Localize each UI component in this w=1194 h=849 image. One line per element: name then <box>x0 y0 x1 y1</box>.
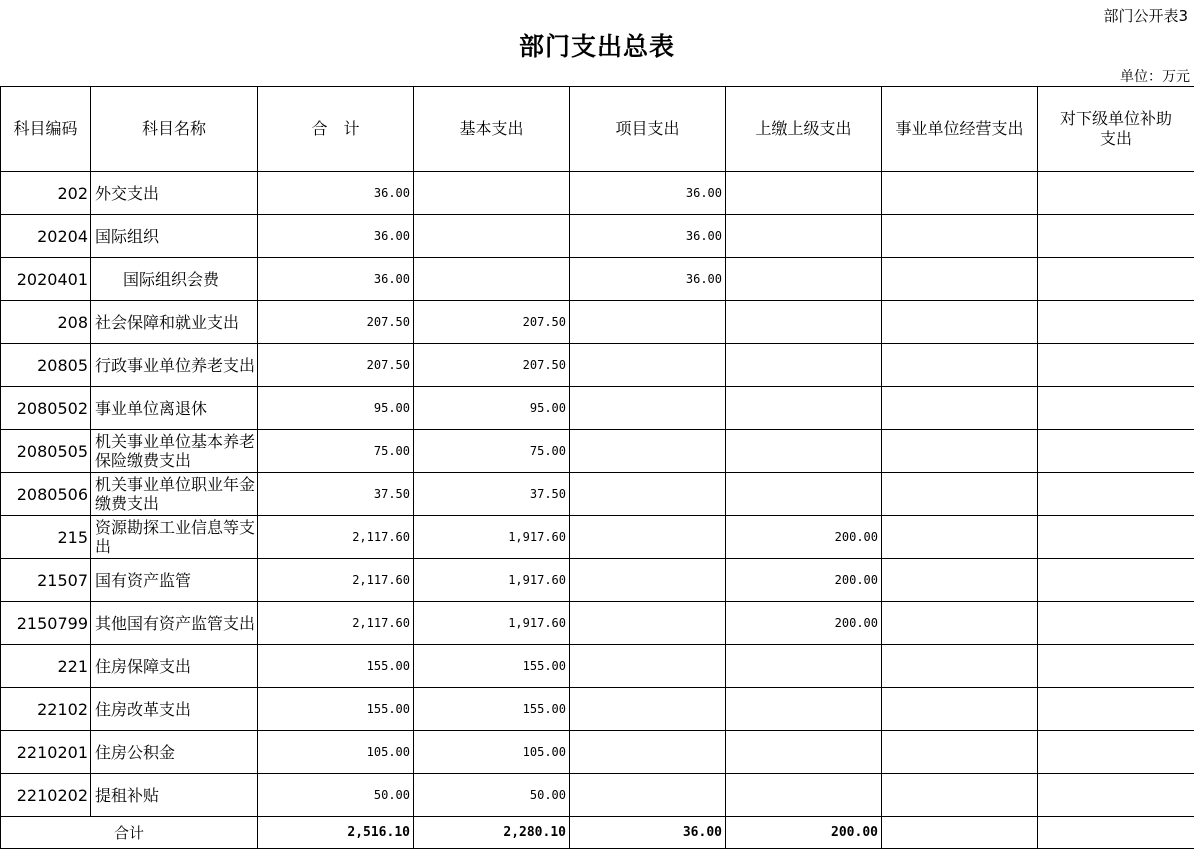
cell-total: 155.00 <box>258 688 414 731</box>
cell-project <box>570 473 726 516</box>
cell-total: 37.50 <box>258 473 414 516</box>
cell-name: 事业单位离退休 <box>91 387 258 430</box>
cell-project <box>570 344 726 387</box>
cell-basic <box>414 215 570 258</box>
cell-project <box>570 688 726 731</box>
cell-remit: 200.00 <box>726 559 882 602</box>
cell-project <box>570 731 726 774</box>
cell-basic: 207.50 <box>414 344 570 387</box>
cell-remit: 200.00 <box>726 602 882 645</box>
header-operating: 事业单位经营支出 <box>882 87 1038 172</box>
cell-operating <box>882 430 1038 473</box>
cell-project: 36.00 <box>570 215 726 258</box>
cell-basic: 155.00 <box>414 645 570 688</box>
cell-code: 2020401 <box>1 258 91 301</box>
cell-basic: 95.00 <box>414 387 570 430</box>
cell-code: 20204 <box>1 215 91 258</box>
page-title: 部门支出总表 <box>518 32 675 61</box>
total-operating <box>882 817 1038 849</box>
cell-code: 2210201 <box>1 731 91 774</box>
cell-total: 36.00 <box>258 215 414 258</box>
cell-total: 207.50 <box>258 344 414 387</box>
cell-remit <box>726 473 882 516</box>
cell-remit <box>726 774 882 817</box>
cell-name: 国际组织会费 <box>91 258 258 301</box>
cell-subsidy <box>1038 731 1194 774</box>
cell-basic: 1,917.60 <box>414 559 570 602</box>
cell-code: 2080502 <box>1 387 91 430</box>
table-row <box>1 688 1194 731</box>
cell-operating <box>882 258 1038 301</box>
cell-remit <box>726 688 882 731</box>
table-header-row <box>1 87 1194 172</box>
header-basic: 基本支出 <box>414 87 570 172</box>
cell-operating <box>882 301 1038 344</box>
cell-total: 95.00 <box>258 387 414 430</box>
cell-project <box>570 387 726 430</box>
cell-operating <box>882 473 1038 516</box>
table-row <box>1 473 1194 516</box>
header-code: 科目编码 <box>1 87 91 172</box>
table-row <box>1 516 1194 559</box>
cell-total: 2,117.60 <box>258 602 414 645</box>
cell-total: 50.00 <box>258 774 414 817</box>
cell-operating <box>882 688 1038 731</box>
cell-name: 机关事业单位职业年金缴费支出 <box>91 473 258 516</box>
total-row <box>1 817 1194 849</box>
table-row <box>1 645 1194 688</box>
cell-name: 社会保障和就业支出 <box>91 301 258 344</box>
cell-basic: 155.00 <box>414 688 570 731</box>
cell-name: 资源勘探工业信息等支出 <box>91 516 258 559</box>
cell-remit <box>726 645 882 688</box>
cell-basic: 207.50 <box>414 301 570 344</box>
cell-name: 国际组织 <box>91 215 258 258</box>
cell-subsidy <box>1038 516 1194 559</box>
cell-subsidy <box>1038 559 1194 602</box>
cell-name: 行政事业单位养老支出 <box>91 344 258 387</box>
table-row <box>1 301 1194 344</box>
cell-project <box>570 516 726 559</box>
cell-basic <box>414 258 570 301</box>
cell-subsidy <box>1038 473 1194 516</box>
cell-total: 2,117.60 <box>258 559 414 602</box>
cell-subsidy <box>1038 430 1194 473</box>
cell-code: 2210202 <box>1 774 91 817</box>
cell-operating <box>882 516 1038 559</box>
cell-code: 221 <box>1 645 91 688</box>
total-subsidy <box>1038 817 1194 849</box>
cell-subsidy <box>1038 344 1194 387</box>
cell-basic: 1,917.60 <box>414 516 570 559</box>
cell-total: 36.00 <box>258 258 414 301</box>
table-row <box>1 387 1194 430</box>
cell-project <box>570 559 726 602</box>
cell-subsidy <box>1038 602 1194 645</box>
cell-subsidy <box>1038 688 1194 731</box>
cell-basic: 105.00 <box>414 731 570 774</box>
cell-name: 外交支出 <box>91 172 258 215</box>
total-basic: 2,280.10 <box>414 817 570 849</box>
cell-total: 75.00 <box>258 430 414 473</box>
cell-subsidy <box>1038 774 1194 817</box>
cell-project: 36.00 <box>570 258 726 301</box>
cell-total: 105.00 <box>258 731 414 774</box>
cell-remit <box>726 731 882 774</box>
cell-subsidy <box>1038 215 1194 258</box>
table-row <box>1 258 1194 301</box>
cell-remit <box>726 344 882 387</box>
total-project: 36.00 <box>570 817 726 849</box>
cell-operating <box>882 645 1038 688</box>
cell-total: 155.00 <box>258 645 414 688</box>
table-row <box>1 344 1194 387</box>
cell-operating <box>882 387 1038 430</box>
cell-code: 2150799 <box>1 602 91 645</box>
table-row <box>1 559 1194 602</box>
table-row <box>1 172 1194 215</box>
cell-operating <box>882 344 1038 387</box>
cell-basic: 1,917.60 <box>414 602 570 645</box>
cell-basic <box>414 172 570 215</box>
unit-label: 单位：万元 <box>1120 69 1190 85</box>
table-row <box>1 602 1194 645</box>
cell-project <box>570 645 726 688</box>
form-number: 部门公开表3 <box>1103 7 1188 25</box>
cell-subsidy <box>1038 387 1194 430</box>
cell-basic: 75.00 <box>414 430 570 473</box>
cell-remit <box>726 430 882 473</box>
cell-code: 215 <box>1 516 91 559</box>
expenditure-table <box>0 86 1194 849</box>
header-remit: 上缴上级支出 <box>726 87 882 172</box>
cell-remit <box>726 172 882 215</box>
cell-project <box>570 301 726 344</box>
cell-code: 2080506 <box>1 473 91 516</box>
cell-basic: 50.00 <box>414 774 570 817</box>
cell-project <box>570 430 726 473</box>
cell-project <box>570 602 726 645</box>
cell-project: 36.00 <box>570 172 726 215</box>
table-row <box>1 774 1194 817</box>
cell-code: 21507 <box>1 559 91 602</box>
cell-name: 住房改革支出 <box>91 688 258 731</box>
cell-operating <box>882 559 1038 602</box>
header-subsidy: 对下级单位补助支出 <box>1038 87 1194 172</box>
cell-total: 2,117.60 <box>258 516 414 559</box>
table-row <box>1 215 1194 258</box>
cell-name: 提租补贴 <box>91 774 258 817</box>
cell-subsidy <box>1038 645 1194 688</box>
total-remit: 200.00 <box>726 817 882 849</box>
table-row <box>1 731 1194 774</box>
cell-name: 住房公积金 <box>91 731 258 774</box>
cell-operating <box>882 215 1038 258</box>
cell-subsidy <box>1038 258 1194 301</box>
cell-code: 208 <box>1 301 91 344</box>
cell-remit <box>726 215 882 258</box>
cell-name: 国有资产监管 <box>91 559 258 602</box>
total-sum: 2,516.10 <box>258 817 414 849</box>
cell-code: 22102 <box>1 688 91 731</box>
cell-operating <box>882 172 1038 215</box>
header-total: 合 计 <box>258 87 414 172</box>
cell-name: 住房保障支出 <box>91 645 258 688</box>
cell-remit <box>726 301 882 344</box>
cell-basic: 37.50 <box>414 473 570 516</box>
cell-subsidy <box>1038 301 1194 344</box>
table-row <box>1 430 1194 473</box>
total-label: 合计 <box>1 817 258 849</box>
cell-name: 其他国有资产监管支出 <box>91 602 258 645</box>
cell-total: 36.00 <box>258 172 414 215</box>
cell-remit: 200.00 <box>726 516 882 559</box>
cell-remit <box>726 387 882 430</box>
cell-remit <box>726 258 882 301</box>
cell-operating <box>882 602 1038 645</box>
cell-total: 207.50 <box>258 301 414 344</box>
cell-project <box>570 774 726 817</box>
cell-subsidy <box>1038 172 1194 215</box>
cell-operating <box>882 774 1038 817</box>
cell-name: 机关事业单位基本养老保险缴费支出 <box>91 430 258 473</box>
cell-operating <box>882 731 1038 774</box>
header-name: 科目名称 <box>91 87 258 172</box>
cell-code: 202 <box>1 172 91 215</box>
cell-code: 2080505 <box>1 430 91 473</box>
header-project: 项目支出 <box>570 87 726 172</box>
cell-code: 20805 <box>1 344 91 387</box>
